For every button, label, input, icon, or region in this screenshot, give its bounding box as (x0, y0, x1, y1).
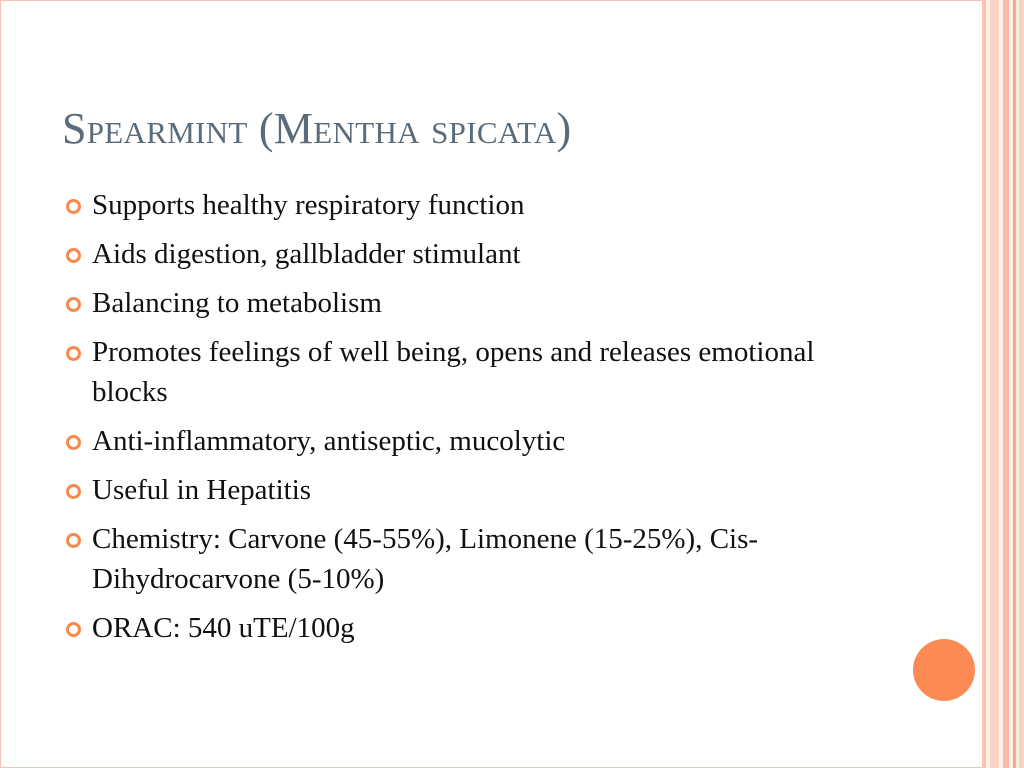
list-item (64, 421, 824, 461)
bullet-list (64, 185, 824, 657)
bullet-text: Anti-inflammatory, antiseptic, mucolytic (92, 425, 566, 457)
list-item (64, 283, 824, 323)
bullet-icon (66, 199, 81, 214)
decorative-stripe-3 (1003, 0, 1009, 768)
list-item (64, 608, 824, 648)
list-item (64, 185, 824, 225)
bullet-text: Aids digestion, gallbladder stimulant (92, 238, 521, 270)
bullet-text: Useful in Hepatitis (92, 474, 312, 506)
bullet-text: Promotes feelings of well being, opens and releases emotional blocks (92, 336, 815, 408)
bullet-text: Supports healthy respiratory function (92, 189, 525, 221)
list-item (64, 332, 824, 412)
decorative-stripe-1 (982, 0, 986, 768)
list-item (64, 470, 824, 510)
list-item (64, 519, 824, 599)
bullet-icon (66, 484, 81, 499)
bullet-icon (66, 346, 81, 361)
slide-frame-top (0, 0, 1024, 1)
decorative-stripe-4 (1013, 0, 1016, 768)
decorative-orange-circle (913, 639, 975, 701)
decorative-stripe-5 (1019, 0, 1024, 768)
bullet-icon (66, 533, 81, 548)
slide-frame-left (0, 0, 1, 768)
bullet-text: Chemistry: Carvone (45-55%), Limonene (15-25%), Cis-Dihydrocarvone (5-10%) (92, 523, 759, 595)
list-item (64, 234, 824, 274)
slide-title: Spearmint (Mentha spicata) (62, 104, 572, 153)
bullet-text: Balancing to metabolism (92, 287, 382, 319)
bullet-text: ORAC: 540 uTE/100g (92, 612, 355, 644)
decorative-stripe-2 (990, 0, 999, 768)
bullet-icon (66, 248, 81, 263)
bullet-icon (66, 297, 81, 312)
bullet-icon (66, 622, 81, 637)
bullet-icon (66, 435, 81, 450)
